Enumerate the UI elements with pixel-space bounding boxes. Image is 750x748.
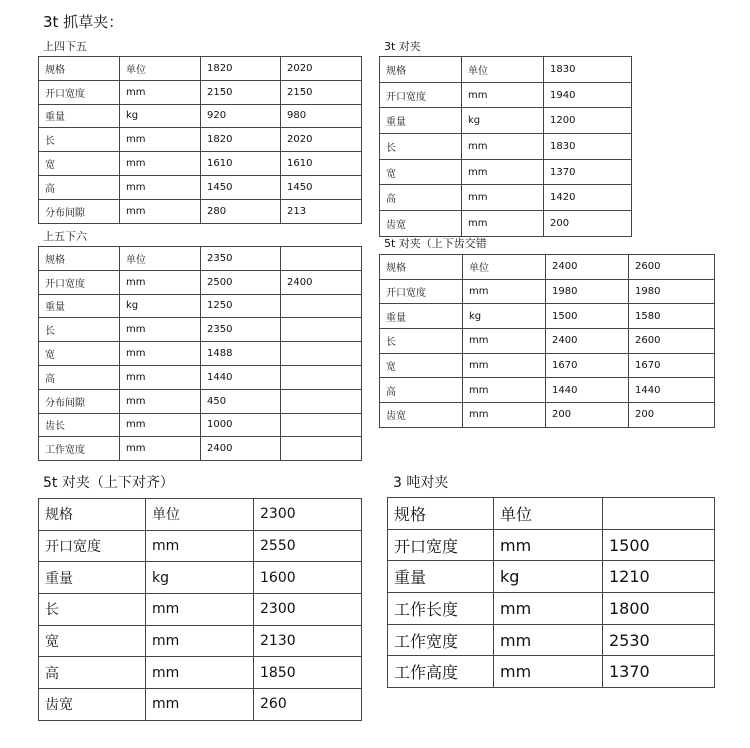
table-row — [380, 211, 632, 237]
table-row — [39, 175, 362, 199]
table-cell — [281, 365, 362, 389]
table-cell: 开口宽度 — [39, 80, 120, 104]
table-cell: 单位 — [146, 499, 254, 531]
table-cell: 单位 — [463, 255, 546, 280]
table-cell: 2020 — [281, 128, 362, 152]
table-cell: 规格 — [388, 498, 494, 530]
table-row — [39, 57, 362, 81]
table-cell: mm — [120, 318, 201, 342]
table-row — [380, 378, 715, 403]
table-cell: 工作宽度 — [39, 437, 120, 461]
table-cell: 2150 — [281, 80, 362, 104]
table-cell: 重量 — [388, 561, 494, 593]
table-row — [388, 561, 715, 593]
table-cell — [281, 318, 362, 342]
table-cell: 2300 — [254, 499, 362, 531]
section-title-s3: 3t 对夹 — [384, 40, 421, 53]
table-cell: 450 — [201, 389, 281, 413]
table-cell: 1440 — [629, 378, 715, 403]
table-row — [380, 57, 632, 83]
table-cell: mm — [120, 270, 201, 294]
table-cell: kg — [146, 562, 254, 594]
table-cell: 单位 — [120, 57, 201, 81]
table-cell — [603, 498, 715, 530]
table-body — [380, 255, 715, 428]
table-cell: 规格 — [380, 57, 462, 83]
table-cell: 单位 — [120, 247, 201, 271]
table-row — [39, 689, 362, 721]
table-cell: 高 — [380, 378, 463, 403]
table-row — [39, 530, 362, 562]
table-row — [380, 134, 632, 160]
table-cell: mm — [120, 389, 201, 413]
table-cell: 高 — [380, 185, 462, 211]
table-row — [39, 80, 362, 104]
table-body — [380, 57, 632, 237]
table-cell: 200 — [544, 211, 632, 237]
table-cell: 1850 — [254, 657, 362, 689]
table-cell: 1610 — [281, 152, 362, 176]
table-cell: 1500 — [546, 304, 629, 329]
table-body — [39, 499, 362, 721]
table-row — [388, 624, 715, 656]
table-cell: mm — [494, 593, 603, 625]
table-cell: 工作长度 — [388, 593, 494, 625]
table-cell: 2600 — [629, 329, 715, 354]
table-cell: mm — [146, 530, 254, 562]
table-cell: 1670 — [546, 353, 629, 378]
table-cell: 280 — [201, 199, 281, 223]
table-cell: mm — [462, 185, 544, 211]
table-cell: 980 — [281, 104, 362, 128]
table-cell: 宽 — [39, 625, 146, 657]
table-cell: mm — [494, 656, 603, 688]
table-cell: 2400 — [546, 255, 629, 280]
spec-table-s6 — [387, 497, 715, 688]
table-cell: 1830 — [544, 134, 632, 160]
table-cell: 齿宽 — [380, 403, 463, 428]
spec-table-s3 — [379, 56, 632, 237]
table-cell: 齿宽 — [39, 689, 146, 721]
table-row — [380, 403, 715, 428]
table-cell: 1500 — [603, 529, 715, 561]
table-cell — [281, 294, 362, 318]
table-cell: 2400 — [281, 270, 362, 294]
table-cell: kg — [120, 104, 201, 128]
table-cell: 开口宽度 — [388, 529, 494, 561]
table-cell: 1200 — [544, 108, 632, 134]
table-cell: mm — [120, 199, 201, 223]
table-cell: 重量 — [39, 294, 120, 318]
section-title-s1: 上四下五 — [43, 40, 87, 53]
table-cell: 2530 — [603, 624, 715, 656]
table-cell: 1980 — [629, 279, 715, 304]
table-cell: 1600 — [254, 562, 362, 594]
table-cell: 1440 — [546, 378, 629, 403]
table-cell: mm — [462, 159, 544, 185]
table-cell: 宽 — [39, 152, 120, 176]
table-row — [39, 657, 362, 689]
table-cell: 开口宽度 — [380, 279, 463, 304]
table-row — [39, 199, 362, 223]
table-cell: 齿宽 — [380, 211, 462, 237]
table-row — [380, 329, 715, 354]
table-cell: 2400 — [546, 329, 629, 354]
table-cell: mm — [494, 624, 603, 656]
spec-table-s1 — [38, 56, 362, 224]
table-row — [388, 656, 715, 688]
table-cell: kg — [463, 304, 546, 329]
table-cell: mm — [463, 279, 546, 304]
table-cell: 长 — [380, 134, 462, 160]
table-row — [388, 593, 715, 625]
table-cell: 1610 — [201, 152, 281, 176]
table-cell: 1580 — [629, 304, 715, 329]
table-row — [39, 247, 362, 271]
table-cell: 1250 — [201, 294, 281, 318]
table-cell: mm — [120, 175, 201, 199]
table-cell: 2130 — [254, 625, 362, 657]
table-cell: 2300 — [254, 594, 362, 626]
table-cell: 重量 — [39, 562, 146, 594]
table-cell: mm — [462, 134, 544, 160]
table-cell: 长 — [380, 329, 463, 354]
table-cell: 开口宽度 — [39, 270, 120, 294]
table-row — [380, 255, 715, 280]
table-cell: 1210 — [603, 561, 715, 593]
table-row — [380, 279, 715, 304]
table-cell: mm — [120, 342, 201, 366]
table-cell: 200 — [629, 403, 715, 428]
table-cell: 1440 — [201, 365, 281, 389]
table-cell: 2500 — [201, 270, 281, 294]
table-row — [39, 270, 362, 294]
table-cell: mm — [146, 625, 254, 657]
table-row — [380, 353, 715, 378]
table-cell: 分布间隙 — [39, 389, 120, 413]
table-cell: mm — [463, 353, 546, 378]
main-title: 3t 抓草夹： — [43, 13, 124, 31]
table-cell: mm — [462, 211, 544, 237]
table-row — [39, 562, 362, 594]
spec-table-s5 — [38, 498, 362, 721]
table-cell: 重量 — [39, 104, 120, 128]
spec-table-s2 — [38, 246, 362, 461]
table-cell: 高 — [39, 175, 120, 199]
table-cell — [281, 247, 362, 271]
table-row — [39, 389, 362, 413]
table-row — [380, 159, 632, 185]
table-cell: 规格 — [39, 247, 120, 271]
table-cell: mm — [120, 80, 201, 104]
section-title-s5: 5t 对夹（上下对齐） — [43, 475, 174, 491]
table-cell: 开口宽度 — [39, 530, 146, 562]
table-row — [388, 529, 715, 561]
table-cell: mm — [146, 657, 254, 689]
section-title-s2: 上五下六 — [43, 230, 87, 243]
table-cell: 1450 — [201, 175, 281, 199]
table-cell: mm — [120, 152, 201, 176]
table-row — [39, 594, 362, 626]
table-cell: 1670 — [629, 353, 715, 378]
table-row — [39, 437, 362, 461]
table-row — [39, 152, 362, 176]
section-title-s6: 3 吨对夹 — [393, 475, 449, 491]
table-cell: mm — [146, 594, 254, 626]
table-cell: 开口宽度 — [380, 82, 462, 108]
table-cell — [281, 342, 362, 366]
table-cell: mm — [120, 437, 201, 461]
table-cell: 长 — [39, 594, 146, 626]
table-cell: 1000 — [201, 413, 281, 437]
table-cell: 1370 — [544, 159, 632, 185]
table-cell — [281, 389, 362, 413]
table-cell: 2150 — [201, 80, 281, 104]
spec-table-s4 — [379, 254, 715, 428]
table-cell: 工作宽度 — [388, 624, 494, 656]
table-row — [380, 185, 632, 211]
table-cell: mm — [463, 403, 546, 428]
table-cell: 2550 — [254, 530, 362, 562]
table-row — [39, 499, 362, 531]
table-cell: 单位 — [494, 498, 603, 530]
table-row — [380, 82, 632, 108]
table-row — [39, 342, 362, 366]
table-cell: 2400 — [201, 437, 281, 461]
table-cell: 高 — [39, 365, 120, 389]
table-cell: 260 — [254, 689, 362, 721]
table-cell: mm — [463, 329, 546, 354]
table-cell: 宽 — [380, 159, 462, 185]
table-cell: kg — [462, 108, 544, 134]
table-row — [39, 625, 362, 657]
table-body — [39, 247, 362, 461]
table-cell: 1488 — [201, 342, 281, 366]
table-cell: 2350 — [201, 318, 281, 342]
table-cell — [281, 437, 362, 461]
table-cell: 重量 — [380, 108, 462, 134]
table-cell: mm — [146, 689, 254, 721]
table-cell: mm — [120, 365, 201, 389]
table-cell: 1980 — [546, 279, 629, 304]
table-cell: 1940 — [544, 82, 632, 108]
table-cell: 213 — [281, 199, 362, 223]
table-cell: 200 — [546, 403, 629, 428]
table-cell: 分布间隙 — [39, 199, 120, 223]
table-cell: 1800 — [603, 593, 715, 625]
table-cell: mm — [462, 82, 544, 108]
table-cell — [281, 413, 362, 437]
table-cell: 规格 — [39, 499, 146, 531]
table-cell: 1370 — [603, 656, 715, 688]
table-cell: 2350 — [201, 247, 281, 271]
table-cell: 宽 — [380, 353, 463, 378]
table-row — [39, 104, 362, 128]
table-body — [39, 57, 362, 224]
table-cell: mm — [120, 413, 201, 437]
table-cell: 规格 — [39, 57, 120, 81]
table-row — [380, 108, 632, 134]
section-title-s4: 5t 对夹（上下齿交错 — [384, 237, 487, 250]
table-cell: 1820 — [201, 128, 281, 152]
table-body — [388, 498, 715, 688]
table-cell: 长 — [39, 128, 120, 152]
table-cell: kg — [494, 561, 603, 593]
table-cell: kg — [120, 294, 201, 318]
table-cell: 1450 — [281, 175, 362, 199]
table-cell: 宽 — [39, 342, 120, 366]
table-cell: 2600 — [629, 255, 715, 280]
table-row — [39, 294, 362, 318]
table-cell: mm — [494, 529, 603, 561]
table-cell: 1420 — [544, 185, 632, 211]
table-cell: 重量 — [380, 304, 463, 329]
table-row — [39, 128, 362, 152]
table-cell: 规格 — [380, 255, 463, 280]
table-row — [39, 365, 362, 389]
table-cell: 工作高度 — [388, 656, 494, 688]
table-cell: 长 — [39, 318, 120, 342]
table-cell: 920 — [201, 104, 281, 128]
table-row — [380, 304, 715, 329]
table-row — [39, 318, 362, 342]
table-cell: mm — [120, 128, 201, 152]
table-cell: 高 — [39, 657, 146, 689]
table-cell: 1830 — [544, 57, 632, 83]
table-cell: 齿长 — [39, 413, 120, 437]
table-cell: mm — [463, 378, 546, 403]
table-cell: 2020 — [281, 57, 362, 81]
table-cell: 1820 — [201, 57, 281, 81]
table-row — [39, 413, 362, 437]
table-row — [388, 498, 715, 530]
table-cell: 单位 — [462, 57, 544, 83]
